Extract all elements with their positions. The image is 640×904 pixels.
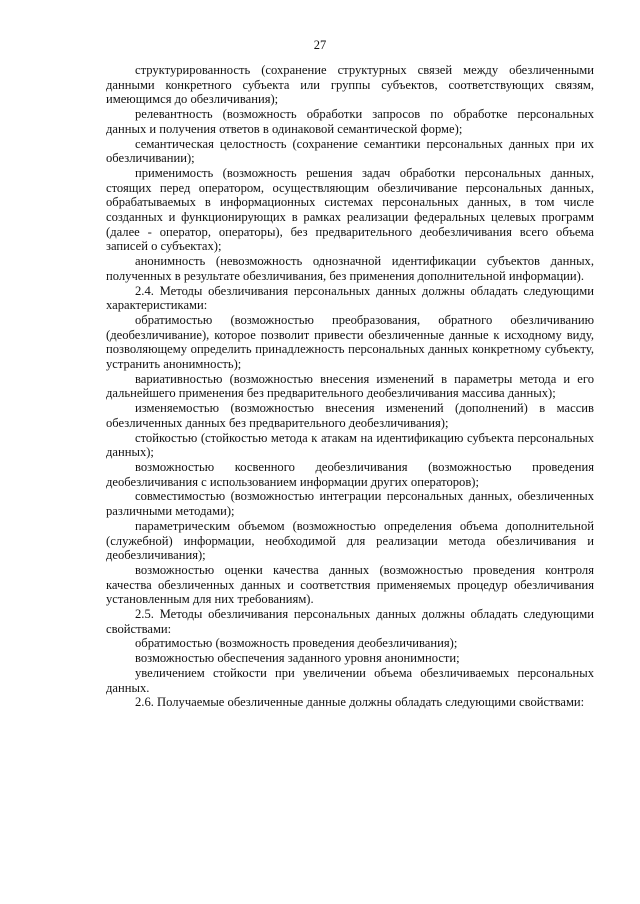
page-number: 27 [313, 38, 327, 52]
paragraph: обратимостью (возможностью преобразования, обратного обезличиванию (деобезличивание), которое позволит привести обезличенные данные к исходному виду, позволяющему определить принадлежность персональных данных конкретному субъекту, устранить анонимность); [106, 312, 594, 372]
paragraph: структурированность (сохранение структурных связей между обезличенными данными конкретного субъекта или группы субъектов, соответствующих связям, имеющимся до обезличивания); [106, 63, 594, 107]
paragraph: параметрическим объемом (возможностью определения объема дополнительной (служебной) информации, необходимой для реализации метода обезличивания и деобезличивания); [106, 518, 594, 563]
paragraph: совместимостью (возможностью интеграции персональных данных, обезличенных различными методами); [106, 489, 594, 519]
paragraph: возможностью обеспечения заданного уровня анонимности; [135, 651, 460, 666]
paragraph: вариативностью (возможностью внесения изменений в параметры метода и его дальнейшего применения без предварительного деобезличивания массива данных); [106, 371, 594, 401]
paragraph: возможностью оценки качества данных (возможностью проведения контроля качества обезличенных данных и соответствия применяемых процедур обезличивания установленным для них требованиям). [106, 562, 594, 607]
section-heading-2-6: 2.6. Получаемые обезличенные данные должны обладать следующими свойствами: [135, 695, 585, 710]
paragraph: анонимность (невозможность однозначной идентификации субъектов данных, полученных в результате обезличивания, без применения дополнительной информации). [106, 254, 594, 283]
section-heading-2-4: 2.4. Методы обезличивания персональных данных должны обладать следующими характеристиками: [106, 283, 594, 313]
paragraph: стойкостью (стойкостью метода к атакам на идентификацию субъекта персональных данных); [106, 430, 594, 460]
paragraph: изменяемостью (возможностью внесения изменений (дополнений) в массив обезличенных данных без предварительного деобезличивания); [106, 401, 594, 430]
paragraph: обратимостью (возможность проведения деобезличивания); [135, 636, 458, 651]
paragraph: возможностью косвенного деобезличивания (возможностью проведения деобезличивания с использованием информации других операторов); [106, 459, 594, 489]
paragraph: увеличением стойкости при увеличении объема обезличиваемых персональных данных. [106, 665, 594, 695]
section-heading-2-5: 2.5. Методы обезличивания персональных данных должны обладать следующими свойствами: [106, 607, 594, 636]
paragraph: семантическая целостность (сохранение семантики персональных данных при их обезличивании); [106, 136, 594, 166]
document-body [106, 63, 594, 710]
paragraph: применимость (возможность решения задач обработки персональных данных, стоящих перед оператором, осуществляющим обезличивание персональных данных, обрабатываемых в информационных системах персональных данных, в том числе созданных и функционирующих в рамках реализации федеральных целевых программ (далее - оператор, операторы), без предварительного деобезличивания всего объема записей о субъектах); [106, 165, 594, 254]
paragraph: релевантность (возможность обработки запросов по обработке персональных данных и получения ответов в одинаковой семантической форме); [106, 107, 594, 136]
